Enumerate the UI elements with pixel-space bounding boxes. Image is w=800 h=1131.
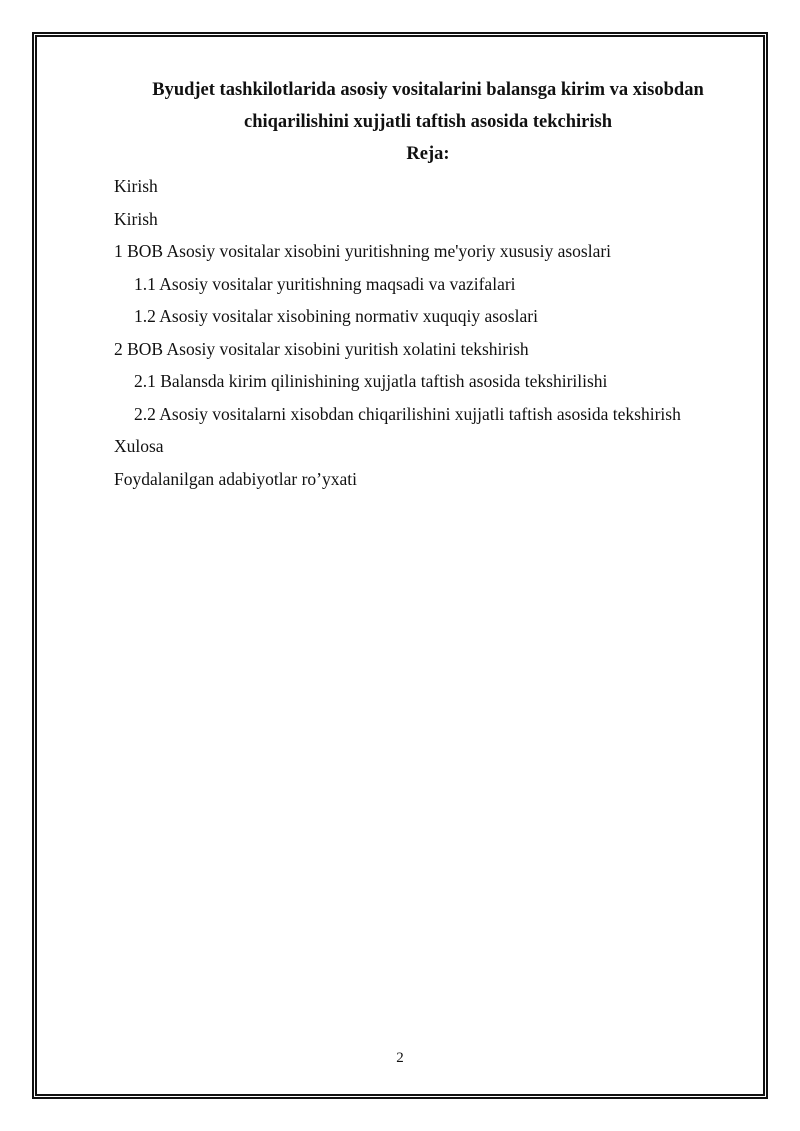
toc-item-section-1-2: 1.2 Asosiy vositalar xisobining normativ xuquqiy asoslari: [134, 306, 538, 326]
toc-item-section-2-1: 2.1 Balansda kirim qilinishining xujjatla taftish asosida tekshirilishi: [134, 371, 608, 391]
document-title: [100, 74, 756, 138]
page-number: 2: [396, 1050, 404, 1066]
toc-item-references: Foydalanilgan adabiyotlar ro’yxati: [114, 468, 357, 489]
table-of-contents: [114, 170, 754, 495]
toc-item-conclusion: Xulosa: [114, 436, 164, 456]
toc-item-chapter-2: 2 BOB Asosiy vositalar xisobini yuritish xolatini tekshirish: [114, 338, 529, 359]
title-line-1: Byudjet tashkilotlarida asosiy vositalarini balansga kirim va xisobdan: [152, 80, 704, 100]
toc-item-intro: Kirish: [114, 176, 158, 196]
toc-item-chapter-1: 1 BOB Asosiy vositalar xisobini yuritishning me'yoriy xususiy asoslari: [114, 241, 612, 261]
title-line-2: chiqarilishini xujjatli taftish asosida tekchirish: [244, 112, 612, 132]
plan-heading: Reja:: [406, 144, 450, 164]
toc-item-intro-2: Kirish: [114, 208, 158, 229]
toc-item-section-1-1: 1.1 Asosiy vositalar yuritishning maqsadi va vazifalari: [134, 273, 516, 294]
toc-item-section-2-2: 2.2 Asosiy vositalarni xisobdan chiqarilishini xujjatli taftish asosida tekshirish: [134, 403, 681, 424]
